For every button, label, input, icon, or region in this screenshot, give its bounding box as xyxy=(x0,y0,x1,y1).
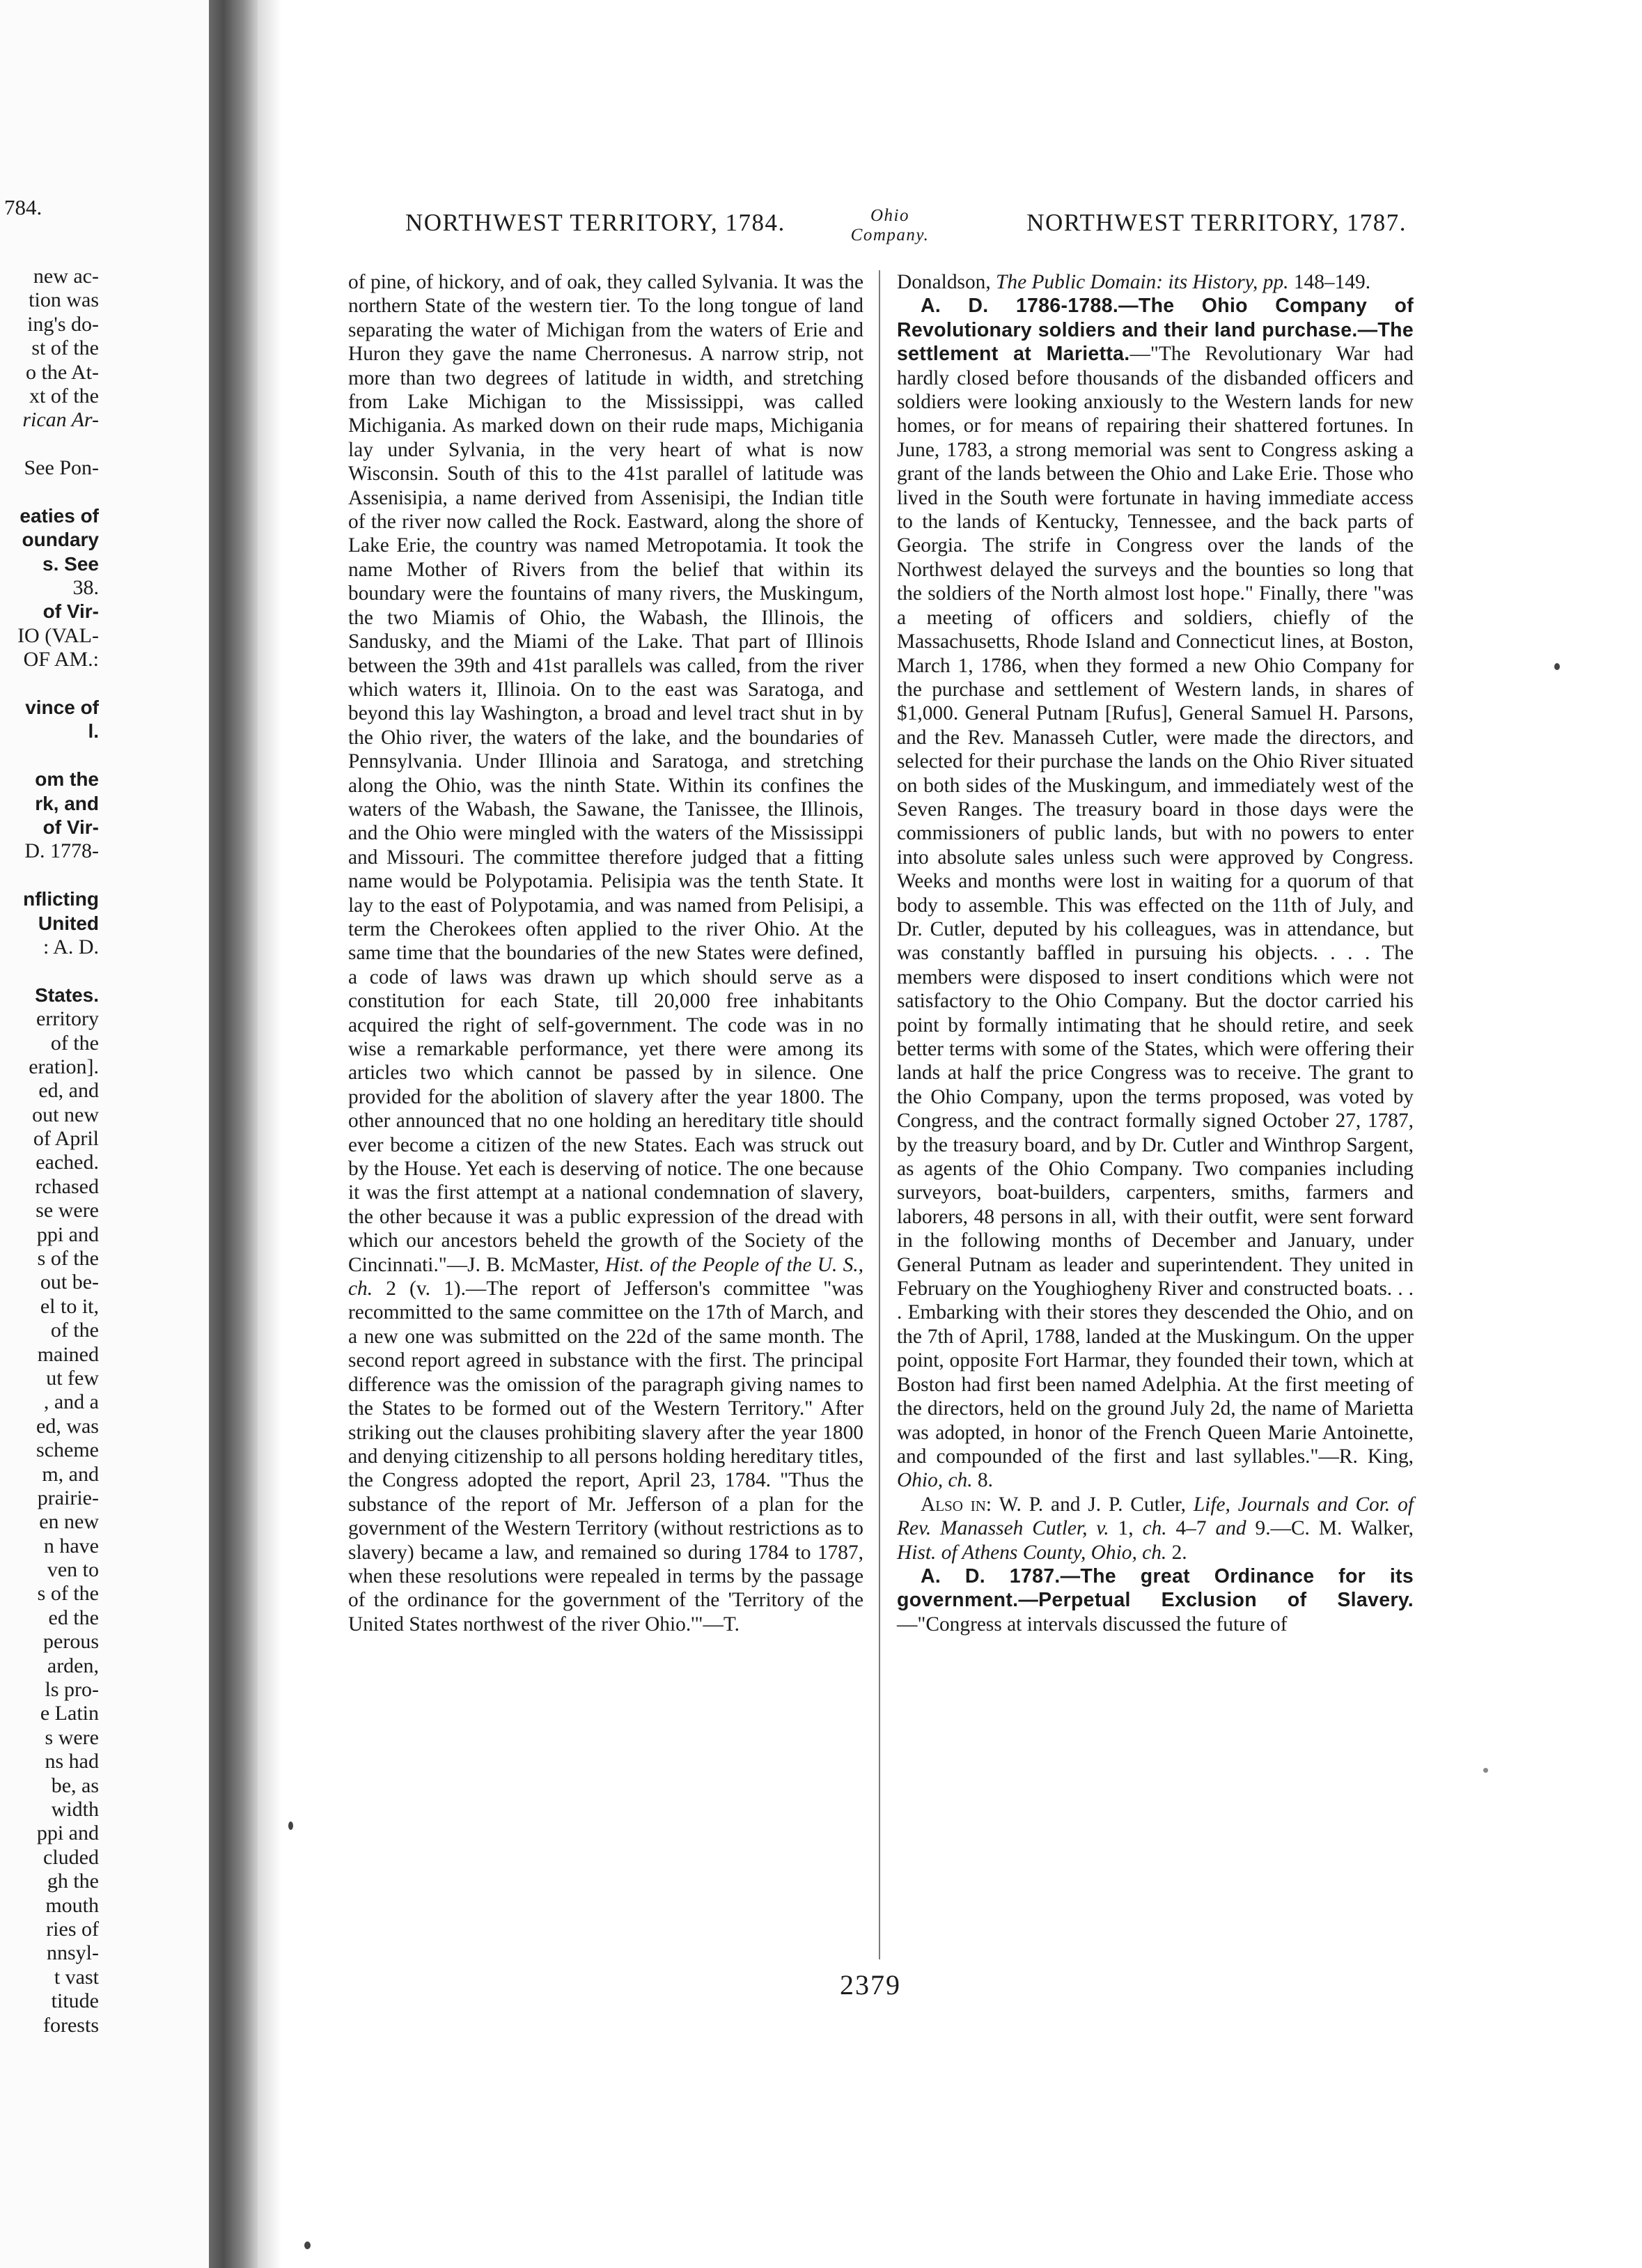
previous-page-line: forests xyxy=(43,2013,99,2037)
previous-page-line: ns had xyxy=(45,1750,99,1773)
also-range: 4–7 xyxy=(1166,1517,1216,1540)
gutter-shadow xyxy=(258,0,281,2268)
previous-page-line: tion was xyxy=(29,288,99,312)
previous-page-line xyxy=(0,864,209,887)
previous-page-line: perous xyxy=(43,1630,99,1654)
previous-page-line: width xyxy=(51,1798,99,1821)
previous-page-line: eaties of xyxy=(19,504,99,527)
previous-page-line: en new xyxy=(39,1510,99,1534)
left-text-main: of pine, of hickory, and of oak, they called Sylvania. It was the northern State of the western tier. To the long tongue of land separating the water of Michigan from the waters of Erie and Huron they gave the name Cherronesus. A narrow strip, not more than two degrees of latitude in width, and stretching from Lake Michigan to the Mississippi, was called Michigania. As marked down on their rude maps, Michigania lay under Sylvania, in the very heart of what is now Wisconsin. South of this to the 41st parallel of latitude was Assenisipia, a name derived from Assenisipi, the Indian title of the river now called the Rock. Eastward, along the shore of Lake Erie, the country was named Metropotamia. It took the name Mother of Rivers from the belief that within its boundary were the fountains of many rivers, the Muskingum, the two Miamis of Ohio, the Wabash, the Illinois, the Sandusky, and the Miami of the Lake. That part of Illinois between the 39th and 41st parallels was called, from the river which waters it, Illinoia. On to the east was Saratoga, and beyond this lay Washington, a broad and level tract shut in by the Ohio river, the waters of the lake, and the boundaries of Pennsylvania. Under Illinoia and Saratoga, and stretching along the Ohio, was the ninth State. Within its confines the waters of the Wabash, the Sawane, the Tanissee, the Illinois, and the Ohio were mingled with the waters of the Mississippi and Missouri. The committee therefore judged that a fitting name would be Polypotamia. Pelisipia was the tenth State. It lay to the east of Polypotamia, and was named from Pelisipi, a term the Cherokees often applied to the river Ohio. At the same time that the boundaries of the new States were defined, a code of laws was drawn up which should serve as a constitution for each State, till 20,000 free inhabitants acquired the right of self-government. The code was in no wise a remarkable performance, yet there were among its articles two which cannot be passed by in silence. One provided for the abolition of slavery after the year 1800. The other announced that no one holding an hereditary title should ever become a citizen of the new States. Each was struck out by the House. Yet each is deserving of notice. The one because it was the first attempt at a national condemnation of slavery, the other because it was a public expression of the dread with which our ancestors beheld the growth of the Society of the Cincinnati."—J. B. McMaster, xyxy=(348,271,863,1276)
previous-page-line: ed, and xyxy=(38,1079,99,1103)
previous-page-line: scheme xyxy=(36,1438,99,1462)
print-speck xyxy=(1554,663,1560,670)
previous-page-line: eration]. xyxy=(29,1055,99,1078)
previous-page-line: s of the xyxy=(37,1247,99,1271)
citation-author: Donaldson, xyxy=(897,271,996,293)
column-rule xyxy=(879,270,880,1959)
entry-heading: A. D. 1787.—The great Ordinance for its government.—Perpetual Exclusion of Slavery. xyxy=(897,1564,1414,1612)
also-author: W. P. and J. P. Cutler, xyxy=(992,1493,1194,1516)
header-center-line1: Ohio xyxy=(870,206,909,225)
left-column-paragraph xyxy=(348,270,863,1636)
entry-citation-end: 8. xyxy=(972,1469,993,1492)
previous-page-line: ppi and xyxy=(36,1222,99,1246)
previous-page-line: rk, and xyxy=(35,792,99,814)
entry-heading: A. D. 1786-1788.—The Ohio Company of Revolutionary soldiers and their land purchase.—The settlement at Marietta. xyxy=(897,295,1414,366)
previous-page-line: titude xyxy=(51,1989,99,2013)
previous-page-line: ppi and xyxy=(36,1822,99,1845)
previous-page-line: nnsyl- xyxy=(47,1941,99,1965)
also-second-end: 2. xyxy=(1166,1541,1187,1564)
page-number: 2379 xyxy=(840,1969,901,2001)
previous-page-line: st of the xyxy=(31,336,99,360)
previous-page-line xyxy=(0,744,209,768)
previous-page-line: 38. xyxy=(72,576,99,600)
citation-title: Hist. of the People of the U. S., ch. xyxy=(348,1253,864,1300)
entry-body: —"The Revolutionary War had hardly closed before thousands of the disbanded officers and soldiers were looking anxiously to the Western lands for new homes, or for means of repairing their shattered fortunes. In June, 1783, a strong memorial was sent to Congress asking a grant of the lands between the Ohio and Lake Erie. Those who lived in the South were fortunate in having immediate access to the lands of Kentucky, Tennessee, and the back parts of Georgia. The strife in Congress over the lands of the Northwest delayed the surveys and the bounties so long that the soldiers of the North almost lost hope." Finally, there "was a meeting of officers and soldiers, chiefly of the Massachusetts, Rhode Island and Connecticut lines, at Boston, March 1, 1786, when they formed a new Ohio Company for the purchase and settlement of Western lands, in shares of $1,000. General Putnam [Rufus], General Samuel H. Parsons, and the Rev. Manasseh Cutler, were made the directors, and selected for their purchase the lands on the Ohio River situated on both sides of the Muskingum, and immediately west of the Seven Ranges. The treasury board in those days were the commissioners of public lands, but with no powers to enter into absolute sales unless such were approved by Congress. Weeks and months were lost in waiting for a quorum of that body to assemble. This was effected on the 11th of July, and Dr. Cutler, deputed by his colleagues, was in attendance, but was constantly baffled in pursuing his objects. . . . The members were disposed to insert conditions which were not satisfactory to the Ohio Company. But the doctor carried his point by formally intimating that he should retire, and seek better terms with some of the States, which were offering their lands at half the price Congress was to receive. The grant to the Ohio Company, upon the terms proposed, was voted by Congress, and the contract formally signed October 27, 1787, by the treasury board, and by Dr. Cutler and Winthrop Sargent, as agents of the Ohio Company. Two companies including surveyors, boat-builders, carpenters, smiths, farmers and laborers, 48 persons in all, with their outfit, were sent forward in the following months of December and January, under General Putnam as leader and superintendent. They united in February on the Youghiogheny River and constructed boats. . . . Embarking with their stores they descended the Ohio, and on the 7th of April, 1788, landed at the Muskingum. On the upper point, opposite Fort Harmar, they founded their town, which at Boston had first been named Adelphia. At the first meeting of the directors, held on the ground July 2d, the name of Marietta was adopted, in honor of the French Queen Marie Antoinette, and compounded of the first and last syllables."—R. King, xyxy=(897,343,1414,1468)
previous-page-line: s were xyxy=(45,1725,99,1749)
previous-page-line: xt of the xyxy=(29,384,99,407)
previous-page-line xyxy=(0,433,209,456)
previous-page-line: United xyxy=(38,912,99,934)
also-second-title: Hist. of Athens County, Ohio, ch. xyxy=(897,1541,1167,1564)
previous-page-line: be, as xyxy=(51,1773,99,1797)
previous-page-line: arden, xyxy=(47,1654,99,1677)
previous-page-line: gh the xyxy=(47,1870,99,1893)
previous-page-line: vince of xyxy=(25,697,99,719)
previous-page-line: el to it, xyxy=(40,1294,99,1318)
previous-page-line: of April xyxy=(33,1127,99,1151)
also-second-author: 9.—C. M. Walker, xyxy=(1246,1517,1414,1540)
previous-page-line: rchased xyxy=(35,1174,99,1198)
print-speck xyxy=(304,2242,311,2249)
previous-page-line: States. xyxy=(35,984,99,1006)
previous-page-line: ries of xyxy=(46,1917,99,1941)
running-header xyxy=(341,206,1421,248)
previous-page-line: n have xyxy=(43,1534,99,1558)
previous-page-line xyxy=(0,672,209,696)
previous-page-line: of the xyxy=(50,1031,99,1055)
previous-page-line: See Pon- xyxy=(24,456,99,480)
also-ch: ch. xyxy=(1142,1517,1167,1540)
previous-page-line: se were xyxy=(36,1199,99,1222)
previous-page-line: of Vir- xyxy=(42,816,99,838)
print-speck xyxy=(288,1822,293,1830)
previous-page-line: ed the xyxy=(48,1606,99,1629)
entry-citation: Ohio, ch. xyxy=(897,1469,973,1492)
previous-page-line: o the At- xyxy=(26,360,99,384)
previous-page-line: ed, was xyxy=(36,1414,99,1438)
previous-page-line: mained xyxy=(37,1342,99,1366)
previous-page-line: om the xyxy=(35,768,99,791)
previous-page-line: ls pro- xyxy=(45,1678,99,1702)
previous-page-line xyxy=(0,481,209,504)
binding-gutter xyxy=(209,0,258,2268)
header-center-line2: Company. xyxy=(850,226,930,244)
previous-page-line: m, and xyxy=(42,1462,99,1486)
header-center-keyword xyxy=(834,206,946,245)
previous-page-line: of Vir- xyxy=(42,600,99,623)
header-right: NORTHWEST TERRITORY, 1787. xyxy=(1026,209,1407,236)
previous-page-line xyxy=(0,959,209,983)
previous-page-text xyxy=(0,265,209,2037)
also-volume: 1, xyxy=(1109,1517,1143,1540)
previous-page-line: out new xyxy=(32,1103,99,1126)
also-in-references xyxy=(897,1493,1414,1564)
previous-page-line: cluded xyxy=(43,1845,99,1869)
citation-title: The Public Domain: its History, pp. xyxy=(996,271,1289,293)
previous-page-line: IO (VAL- xyxy=(17,623,99,647)
left-text-continued: 2 (v. 1).—The report of Jefferson's committee "was recommitted to the same committee on the 17th of March, and a new one was submitted on the 22d of the same month. The second report agreed in substance with the first. The principal difference was the omission of the paragraph giving names to the States to be formed out of the Western Territory." After striking out the clauses prohibiting slavery after the year 1800 and denying citizenship to all persons holding hereditary titles, the Congress adopted the report, April 23, 1784. "Thus the substance of the report of Mr. Jefferson of a plan for the government of the Western Territory (without restrictions as to slavery) became a law, and remained so during 1784 to 1787, when these resolutions were repealed in terms by the passage of the ordinance for the government of the 'Territory of the United States northwest of the river Ohio.'"—T. xyxy=(348,1277,863,1636)
entry-ohio-company xyxy=(897,294,1414,1492)
entry-body: —"Congress at intervals discussed the future of xyxy=(897,1613,1288,1636)
header-left: NORTHWEST TERRITORY, 1784. xyxy=(405,209,785,236)
previous-page-number: 784. xyxy=(4,195,42,219)
previous-page-line: out be- xyxy=(40,1271,99,1294)
left-column xyxy=(348,270,863,1636)
previous-page-fragment xyxy=(0,0,209,2268)
also-and: and xyxy=(1215,1517,1246,1540)
previous-page-line: eached. xyxy=(36,1151,99,1174)
previous-page-line: l. xyxy=(88,720,99,743)
previous-page-line: , and a xyxy=(43,1390,99,1414)
previous-page-line: erritory xyxy=(36,1007,99,1031)
previous-page-line: s of the xyxy=(37,1582,99,1606)
print-speck xyxy=(1483,1768,1488,1773)
also-title: Life, Journals and Cor. of Rev. Manasseh Cutler, v. xyxy=(897,1493,1414,1540)
previous-page-line: oundary xyxy=(22,529,99,551)
citation-pages: 148–149. xyxy=(1288,271,1371,293)
previous-page-line: prairie- xyxy=(37,1486,99,1509)
previous-page-line: of the xyxy=(50,1319,99,1342)
previous-page-line: D. 1778- xyxy=(24,839,99,863)
also-in-label: Also in: xyxy=(921,1493,992,1516)
previous-page-line: s. See xyxy=(42,552,99,575)
previous-page-line: ut few xyxy=(46,1366,99,1390)
previous-page-line: nflicting xyxy=(23,888,99,910)
entry-great-ordinance xyxy=(897,1564,1414,1636)
previous-page-line: rican Ar- xyxy=(22,408,99,432)
previous-page-line: new ac- xyxy=(33,265,99,288)
previous-page-line: OF AM.: xyxy=(23,648,99,671)
right-column xyxy=(897,270,1414,1636)
previous-page-line: t vast xyxy=(54,1965,99,1989)
previous-page-line: ing's do- xyxy=(27,312,99,336)
previous-page-line: : A. D. xyxy=(42,935,99,958)
continued-citation xyxy=(897,270,1414,294)
previous-page-line: mouth xyxy=(45,1893,99,1917)
previous-page-line: ven to xyxy=(47,1558,99,1582)
previous-page-line: e Latin xyxy=(40,1702,99,1725)
